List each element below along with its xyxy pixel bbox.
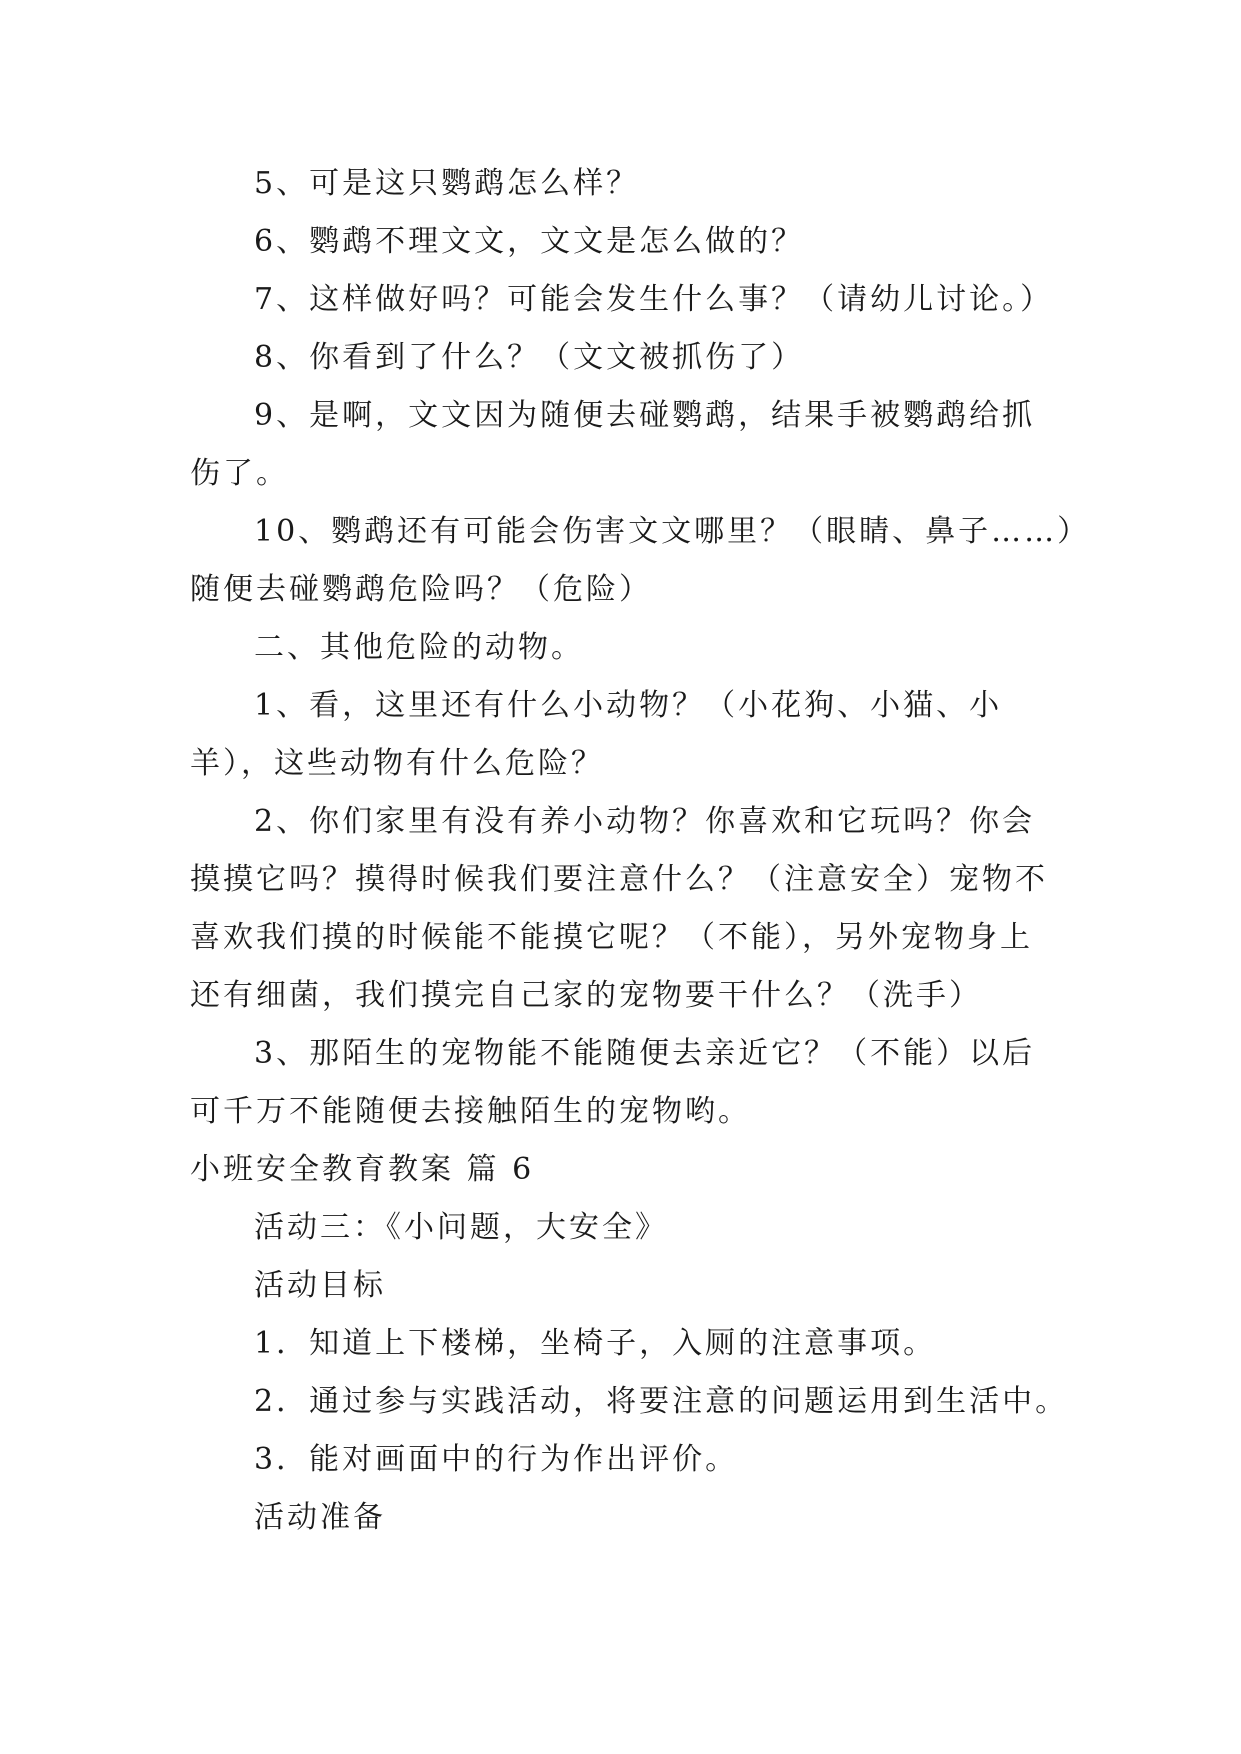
paragraph-line: 喜欢我们摸的时候能不能摸它呢？（不能），另外宠物身上 (190, 920, 1033, 955)
section-heading: 活动准备 (254, 1500, 386, 1535)
paragraph-line: 随便去碰鹦鹉危险吗？（危险） (190, 572, 652, 607)
paragraph-line: 羊），这些动物有什么危险？ (190, 746, 604, 781)
paragraph-line: 6、鹦鹉不理文文，文文是怎么做的？ (254, 224, 805, 259)
activity-title: 活动三：《小问题，大安全》 (254, 1210, 668, 1245)
paragraph-line: 10、鹦鹉还有可能会伤害文文哪里？（眼睛、鼻子……） (254, 514, 1091, 549)
paragraph-line: 5、可是这只鹦鹉怎么样？ (254, 166, 640, 201)
paragraph-line: 1、看，这里还有什么小动物？（小花狗、小猫、小 (254, 688, 1003, 723)
paragraph-line: 3、那陌生的宠物能不能随便去亲近它？（不能）以后 (254, 1036, 1036, 1071)
paragraph-line: 2、你们家里有没有养小动物？你喜欢和它玩吗？你会 (254, 804, 1036, 839)
list-item: 2．通过参与实践活动，将要注意的问题运用到生活中。 (254, 1384, 1069, 1419)
paragraph-line: 伤了。 (190, 456, 289, 491)
paragraph-line: 8、你看到了什么？（文文被抓伤了） (254, 340, 805, 375)
section-heading: 二、其他危险的动物。 (254, 630, 584, 665)
paragraph-line: 可千万不能随便去接触陌生的宠物哟。 (190, 1094, 751, 1129)
document-title: 小班安全教育教案 篇 6 (190, 1152, 535, 1187)
paragraph-line: 7、这样做好吗？可能会发生什么事？（请幼儿讨论。） (254, 282, 1054, 317)
paragraph-line: 摸摸它吗？摸得时候我们要注意什么？（注意安全）宠物不 (190, 862, 1048, 897)
list-item: 1．知道上下楼梯，坐椅子，入厕的注意事项。 (254, 1326, 937, 1361)
list-item: 3．能对画面中的行为作出评价。 (254, 1442, 739, 1477)
section-heading: 活动目标 (254, 1268, 386, 1303)
paragraph-line: 9、是啊，文文因为随便去碰鹦鹉，结果手被鹦鹉给抓 (254, 398, 1036, 433)
paragraph-line: 还有细菌，我们摸完自己家的宠物要干什么？（洗手） (190, 978, 982, 1013)
